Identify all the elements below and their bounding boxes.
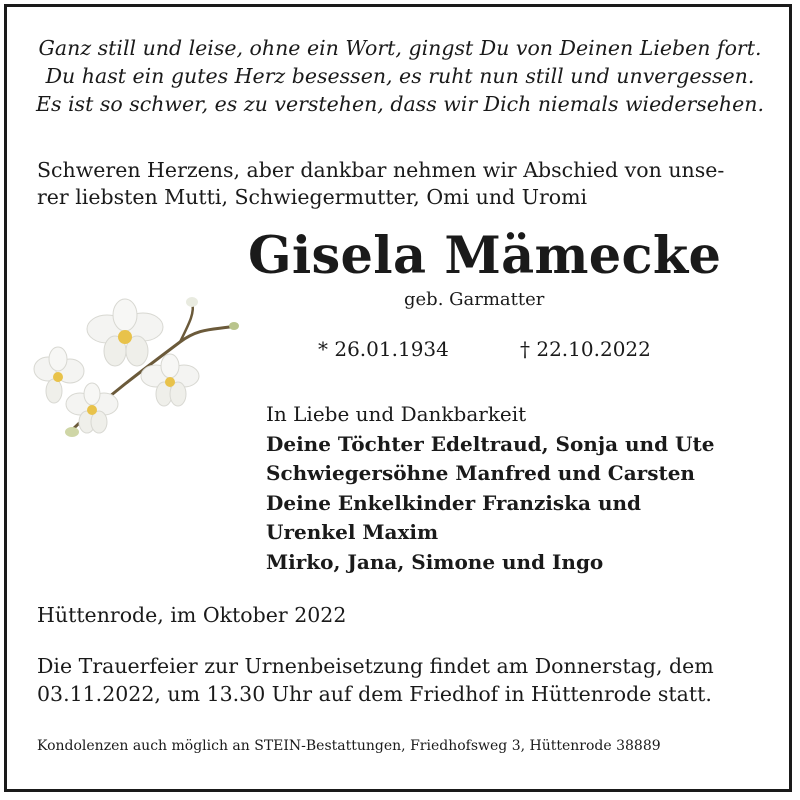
intro-line: Schweren Herzens, aber dankbar nehmen wir Abschied von unse-: [37, 158, 725, 182]
mourners: [266, 400, 786, 577]
death-date: † 22.10.2022: [520, 337, 651, 361]
funeral-info: [37, 652, 777, 708]
place-date: Hüttenrode, im Oktober 2022: [37, 603, 347, 627]
mourner-line: Deine Enkelkinder Franziska und: [266, 490, 642, 515]
poem-line: Es ist so schwer, es zu verstehen, dass wir Dich niemals wiedersehen.: [36, 92, 764, 116]
deceased-name: Gisela Mämecke: [248, 226, 722, 286]
poem-line: Ganz still und leise, ohne ein Wort, gingst Du von Deinen Lieben fort.: [38, 36, 762, 60]
birth-date: * 26.01.1934: [318, 337, 449, 361]
orchid-icon: [30, 282, 250, 452]
birth-name: geb. Garmatter: [404, 289, 545, 310]
funeral-line: 03.11.2022, um 13.30 Uhr auf dem Friedhof in Hüttenrode statt.: [37, 682, 712, 706]
mourner-line: Schwiegersöhne Manfred und Carsten: [266, 461, 695, 485]
intro-line: rer liebsten Mutti, Schwiegermutter, Omi und Uromi: [37, 185, 588, 209]
mourners-intro: In Liebe und Dankbarkeit: [266, 402, 527, 426]
poem: [0, 34, 800, 118]
intro-text: [37, 157, 767, 211]
mourner-line: Urenkel Maxim: [266, 520, 439, 544]
funeral-line: Die Trauerfeier zur Urnenbeisetzung findet am Donnerstag, dem: [37, 654, 714, 678]
mourner-line: Deine Töchter Edeltraud, Sonja und Ute: [266, 431, 715, 456]
condolence-note: Kondolenzen auch möglich an STEIN-Bestattungen, Friedhofsweg 3, Hüttenrode 38889: [37, 738, 661, 754]
poem-line: Du hast ein gutes Herz besessen, es ruht nun still und unvergessen.: [45, 64, 755, 88]
mourner-line: Mirko, Jana, Simone und Ingo: [266, 549, 604, 574]
